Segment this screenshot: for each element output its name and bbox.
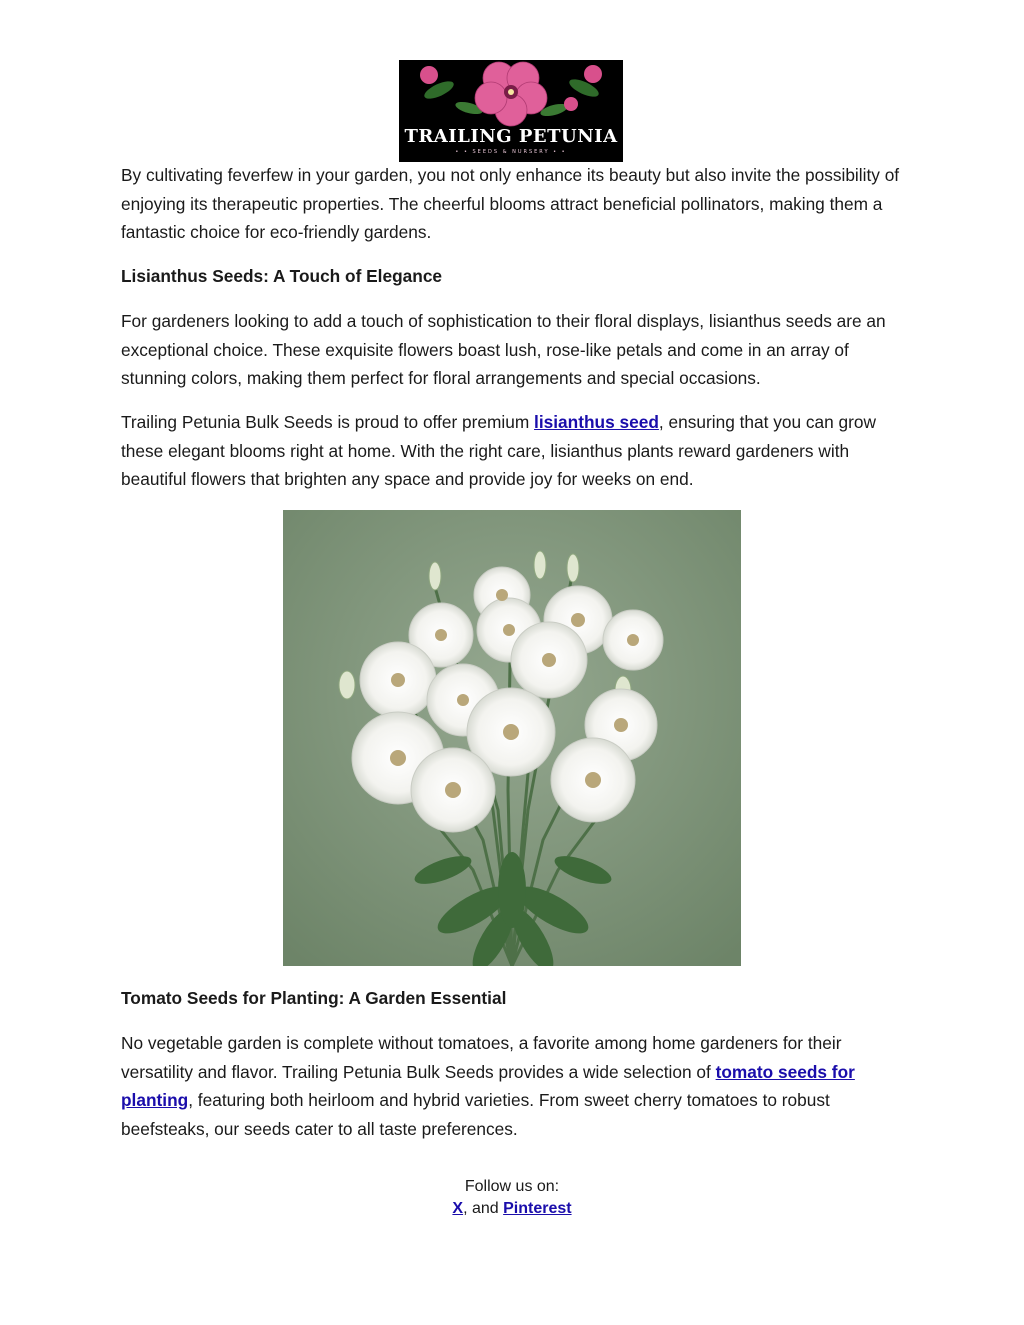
logo-tagline: • • SEEDS & NURSERY • • <box>455 149 567 155</box>
lisianthus-heading-block <box>121 262 911 291</box>
lisianthus-flower-photo <box>283 510 741 966</box>
tomato-seeds-link[interactable]: tomato seeds for planting <box>121 1061 855 1110</box>
tomato-heading-block <box>121 984 911 1013</box>
tomato-section <box>121 1029 911 1143</box>
tomato-text-before: No vegetable garden is complete without tomatoes, a favorite among home gardeners for their versatility and flavor. Trailing Petunia Bulk Seeds provides a wide selection of <box>121 1033 842 1082</box>
lisianthus-offer-section <box>121 408 911 494</box>
follow-us-label: Follow us on: <box>464 1178 560 1195</box>
pinterest-link[interactable]: Pinterest <box>503 1200 572 1217</box>
follow-us-section <box>0 1176 1024 1220</box>
social-separator: , and <box>463 1200 504 1217</box>
white-lisianthus-image <box>283 510 741 966</box>
tomato-paragraph <box>121 1029 911 1143</box>
tomato-text-after: , featuring both heirloom and hybrid varieties. From sweet cherry tomatoes to robust beefsteaks, our seeds cater to all taste preferences. <box>121 1090 830 1139</box>
lisianthus-text-before: Trailing Petunia Bulk Seeds is proud to offer premium <box>121 412 535 432</box>
brand-logo <box>399 60 623 162</box>
lisianthus-paragraph-1: For gardeners looking to add a touch of sophistication to their floral displays, lisianthus seeds are an exceptional choice. These exquisite flowers boast lush, rose-like petals and come in an array of stunning colors, making them perfect for floral arrangements and special occasions. <box>121 311 886 388</box>
intro-section <box>121 161 911 247</box>
social-links <box>0 1198 1024 1220</box>
intro-paragraph: By cultivating feverfew in your garden, you not only enhance its beauty but also invite the possibility of enjoying its therapeutic properties. The cheerful blooms attract beneficial pollinators, making them a fantastic choice for eco-friendly gardens. <box>121 165 900 242</box>
lisianthus-heading: Lisianthus Seeds: A Touch of Elegance <box>121 266 443 286</box>
lisianthus-seed-link[interactable]: lisianthus seed <box>534 412 659 432</box>
tomato-heading: Tomato Seeds for Planting: A Garden Essential <box>121 988 507 1008</box>
logo-brand-name: TRAILING PETUNIA <box>404 126 618 147</box>
x-link[interactable]: X <box>452 1200 464 1217</box>
lisianthus-section <box>121 307 911 393</box>
lisianthus-text-after: , ensuring that you can grow these elegant blooms right at home. With the right care, lisianthus plants reward gardeners with beautiful flowers that brighten any space and provide joy for weeks on end. <box>121 412 877 489</box>
lisianthus-paragraph-2 <box>121 408 911 494</box>
